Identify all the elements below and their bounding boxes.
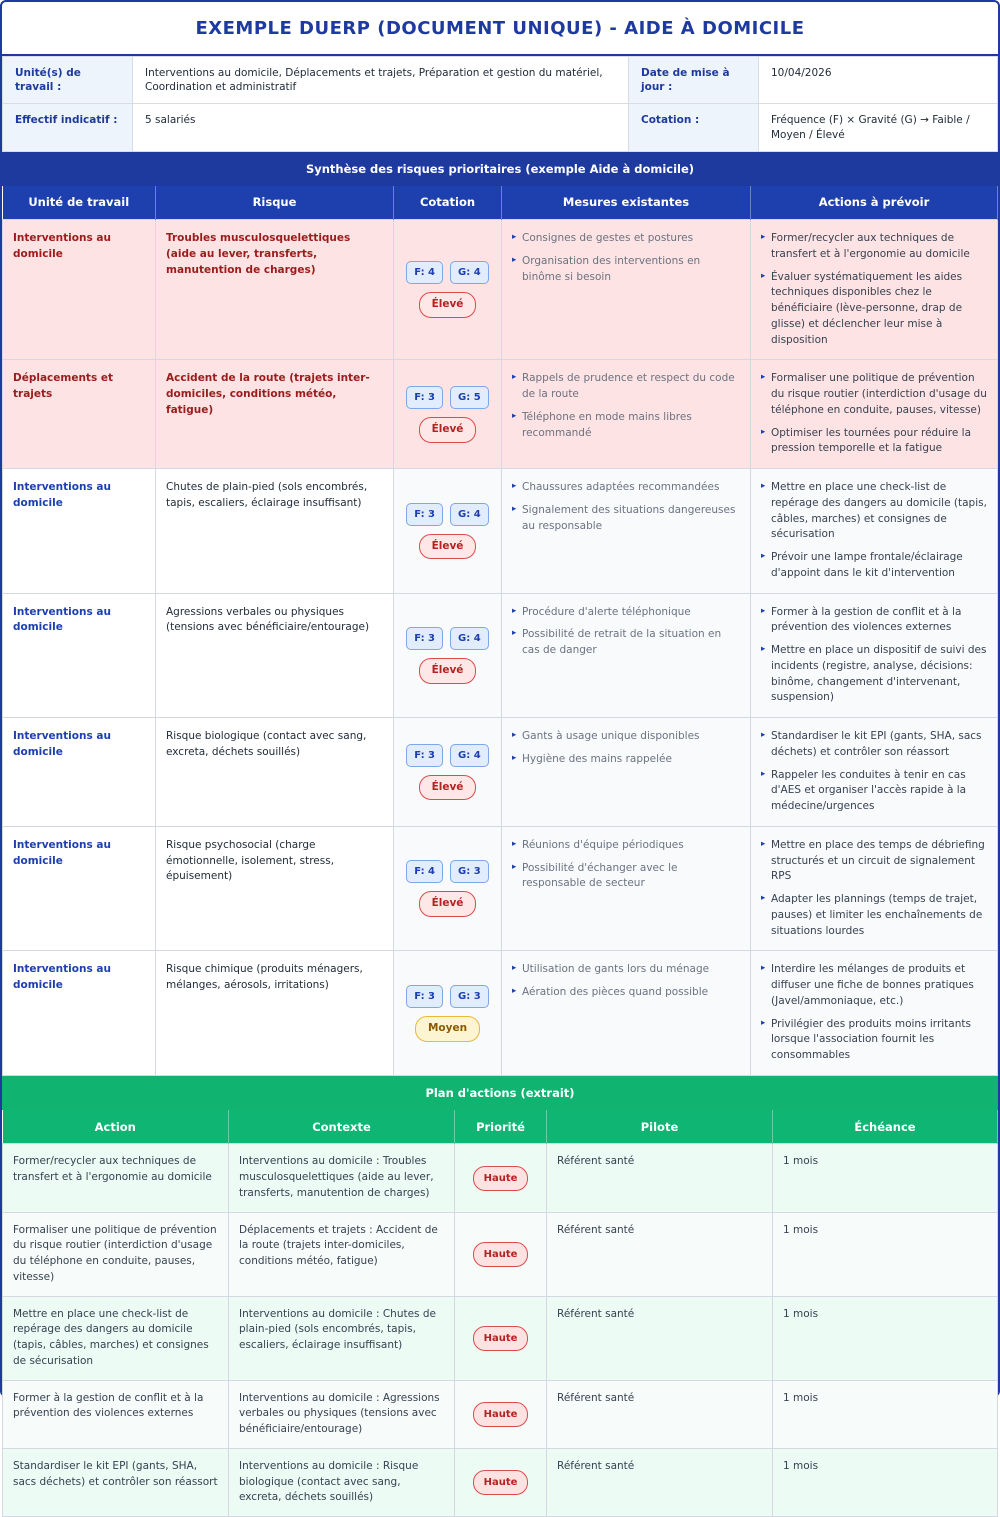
risk-table — [2, 186, 998, 1076]
actions-list — [761, 729, 987, 815]
plan-pilot-cell: Référent santé — [547, 1380, 773, 1448]
measure-item: ▸ Possibilité de retrait de la situation en cas de danger — [512, 627, 740, 659]
work-unit-cell: Interventions au domicile — [3, 826, 156, 951]
priority-badge: Haute — [473, 1242, 529, 1267]
planned-actions-cell — [751, 360, 998, 469]
plan-context-cell: Interventions au domicile : Risque biologique (contact avec sang, excreta, déchets souillés) — [229, 1448, 455, 1516]
action-item: ▸ Adapter les plannings (temps de trajet, pauses) et limiter les enchaînements de situations lourdes — [761, 892, 987, 939]
actions-list — [761, 962, 987, 1064]
plan-row — [3, 1296, 998, 1380]
gravity-chip: G: 4 — [450, 503, 489, 526]
measure-item: ▸ Organisation des interventions en binôme si besoin — [512, 254, 740, 286]
plan-action-cell: Standardiser le kit EPI (gants, SHA, sacs déchets) et contrôler son réassort — [3, 1448, 229, 1516]
risk-cell: Risque chimique (produits ménagers, mélanges, aérosols, irritations) — [156, 951, 394, 1076]
measures-list — [512, 729, 740, 768]
cotation-cell — [394, 951, 502, 1076]
risk-column-header: Unité de travail — [3, 186, 156, 220]
cotation-cell — [394, 360, 502, 469]
plan-due-cell: 1 mois — [773, 1212, 998, 1296]
risk-column-header: Risque — [156, 186, 394, 220]
measure-item: ▸ Hygiène des mains rappelée — [512, 752, 740, 768]
action-plan-table — [2, 1110, 998, 1517]
actions-list — [761, 838, 987, 940]
gravity-chip: G: 4 — [450, 261, 489, 284]
cotation-cell — [394, 718, 502, 827]
measure-item: ▸ Rappels de prudence et respect du code de la route — [512, 371, 740, 403]
planned-actions-cell — [751, 951, 998, 1076]
risk-level-badge: Moyen — [415, 1016, 480, 1042]
risk-cell: Risque biologique (contact avec sang, excreta, déchets souillés) — [156, 718, 394, 827]
plan-action-cell: Mettre en place une check-list de repérage des dangers au domicile (tapis, câbles, marches) et consignes de sécurisation — [3, 1296, 229, 1380]
action-item: ▸ Standardiser le kit EPI (gants, SHA, sacs déchets) et contrôler son réassort — [761, 729, 987, 761]
plan-priority-cell — [455, 1380, 547, 1448]
risk-level-badge: Élevé — [419, 417, 477, 443]
work-unit-cell: Interventions au domicile — [3, 220, 156, 360]
risk-cell: Chutes de plain-pied (sols encombrés, tapis, escaliers, éclairage insuffisant) — [156, 469, 394, 594]
risk-row — [3, 469, 998, 594]
staff-label: Effectif indicatif : — [3, 104, 133, 151]
cotation-scores — [394, 627, 501, 650]
cotation-scores — [394, 860, 501, 883]
action-item: ▸ Mettre en place une check-list de repérage des dangers au domicile (tapis, câbles, marches) et consignes de sécurisation — [761, 480, 987, 543]
frequency-chip: F: 3 — [406, 503, 443, 526]
cotation-scores — [394, 744, 501, 767]
risk-row — [3, 593, 998, 718]
plan-column-header: Priorité — [455, 1110, 547, 1144]
plan-priority-cell — [455, 1448, 547, 1516]
plan-due-cell: 1 mois — [773, 1296, 998, 1380]
gravity-chip: G: 4 — [450, 627, 489, 650]
risk-row — [3, 718, 998, 827]
action-item: ▸ Privilégier des produits moins irritants lorsque l'association fournit les consommables — [761, 1017, 987, 1064]
planned-actions-cell — [751, 593, 998, 718]
cotation-scores — [394, 261, 501, 284]
risk-table-header — [3, 186, 998, 220]
work-unit-cell: Interventions au domicile — [3, 718, 156, 827]
risk-row — [3, 826, 998, 951]
planned-actions-cell — [751, 718, 998, 827]
measures-list — [512, 371, 740, 441]
gravity-chip: G: 5 — [450, 386, 489, 409]
frequency-chip: F: 3 — [406, 985, 443, 1008]
cotation-cell — [394, 220, 502, 360]
plan-pilot-cell: Référent santé — [547, 1144, 773, 1212]
action-item: ▸ Former/recycler aux techniques de transfert et à l'ergonomie au domicile — [761, 231, 987, 263]
plan-context-cell: Interventions au domicile : Chutes de plain-pied (sols encombrés, tapis, escaliers, éclairage insuffisant) — [229, 1296, 455, 1380]
priority-badge: Haute — [473, 1166, 529, 1191]
action-item: ▸ Mettre en place des temps de débriefing structurés et un circuit de signalement RPS — [761, 838, 987, 885]
risk-level-badge: Élevé — [419, 292, 477, 318]
risk-level-badge: Élevé — [419, 775, 477, 801]
existing-measures-cell — [502, 220, 751, 360]
planned-actions-cell — [751, 469, 998, 594]
action-item: ▸ Rappeler les conduites à tenir en cas d'AES et organiser l'accès rapide à la médecine/urgences — [761, 768, 987, 815]
action-item: ▸ Former à la gestion de conflit et à la prévention des violences externes — [761, 605, 987, 637]
cotation-cell — [394, 469, 502, 594]
plan-priority-cell — [455, 1144, 547, 1212]
plan-due-cell: 1 mois — [773, 1380, 998, 1448]
plan-priority-cell — [455, 1296, 547, 1380]
cotation-value: Fréquence (F) × Gravité (G) → Faible / Moyen / Élevé — [759, 104, 998, 151]
plan-due-cell: 1 mois — [773, 1448, 998, 1516]
cotation-cell — [394, 593, 502, 718]
actions-list — [761, 480, 987, 582]
risk-row — [3, 951, 998, 1076]
frequency-chip: F: 3 — [406, 386, 443, 409]
priority-badge: Haute — [473, 1326, 529, 1351]
date-value: 10/04/2026 — [759, 57, 998, 104]
plan-table-header — [3, 1110, 998, 1144]
priority-badge: Haute — [473, 1402, 529, 1427]
title-bar — [2, 2, 998, 56]
risk-level-badge: Élevé — [419, 658, 477, 684]
document-title: EXEMPLE DUERP (DOCUMENT UNIQUE) - AIDE À DOMICILE — [195, 17, 805, 39]
planned-actions-cell — [751, 826, 998, 951]
measure-item: ▸ Réunions d'équipe périodiques — [512, 838, 740, 854]
existing-measures-cell — [502, 826, 751, 951]
existing-measures-cell — [502, 360, 751, 469]
risk-cell: Troubles musculosquelettiques (aide au lever, transferts, manutention de charges) — [156, 220, 394, 360]
measure-item: ▸ Chaussures adaptées recommandées — [512, 480, 740, 496]
risk-row — [3, 220, 998, 360]
gravity-chip: G: 3 — [450, 985, 489, 1008]
work-unit-cell: Interventions au domicile — [3, 469, 156, 594]
action-item: ▸ Prévoir une lampe frontale/éclairage d'appoint dans le kit d'intervention — [761, 550, 987, 582]
existing-measures-cell — [502, 593, 751, 718]
planned-actions-cell — [751, 220, 998, 360]
plan-context-cell: Interventions au domicile : Agressions verbales ou physiques (tensions avec bénéficiaire/entourage) — [229, 1380, 455, 1448]
plan-row — [3, 1212, 998, 1296]
measure-item: ▸ Procédure d'alerte téléphonique — [512, 605, 740, 621]
existing-measures-cell — [502, 718, 751, 827]
plan-pilot-cell: Référent santé — [547, 1448, 773, 1516]
work-unit-cell: Interventions au domicile — [3, 951, 156, 1076]
measures-list — [512, 605, 740, 659]
risk-column-header: Actions à prévoir — [751, 186, 998, 220]
measure-item: ▸ Utilisation de gants lors du ménage — [512, 962, 740, 978]
measure-item: ▸ Gants à usage unique disponibles — [512, 729, 740, 745]
frequency-chip: F: 4 — [406, 261, 443, 284]
actions-list — [761, 371, 987, 457]
cotation-label: Cotation : — [629, 104, 759, 151]
plan-row — [3, 1448, 998, 1516]
risk-level-badge: Élevé — [419, 891, 477, 917]
work-unit-cell: Déplacements et trajets — [3, 360, 156, 469]
measure-item: ▸ Possibilité d'échanger avec le responsable de secteur — [512, 861, 740, 893]
risk-level-badge: Élevé — [419, 534, 477, 560]
plan-column-header: Action — [3, 1110, 229, 1144]
plan-context-cell: Déplacements et trajets : Accident de la route (trajets inter-domiciles, conditions météo, fatigue) — [229, 1212, 455, 1296]
measure-item: ▸ Consignes de gestes et postures — [512, 231, 740, 247]
measures-list — [512, 962, 740, 1001]
plan-action-cell: Formaliser une politique de prévention du risque routier (interdiction d'usage du téléphone en conduite, pauses, vitesse) — [3, 1212, 229, 1296]
existing-measures-cell — [502, 951, 751, 1076]
plan-due-cell: 1 mois — [773, 1144, 998, 1212]
measures-list — [512, 480, 740, 534]
measure-item: ▸ Téléphone en mode mains libres recommandé — [512, 410, 740, 442]
frequency-chip: F: 3 — [406, 627, 443, 650]
action-item: ▸ Interdire les mélanges de produits et diffuser une fiche de bonnes pratiques (Javel/ammoniaque, etc.) — [761, 962, 987, 1009]
priority-badge: Haute — [473, 1470, 529, 1495]
gravity-chip: G: 4 — [450, 744, 489, 767]
cotation-scores — [394, 386, 501, 409]
info-table — [2, 56, 998, 152]
cotation-scores — [394, 503, 501, 526]
units-label: Unité(s) de travail : — [3, 57, 133, 104]
risk-column-header: Cotation — [394, 186, 502, 220]
risk-cell: Agressions verbales ou physiques (tensions avec bénéficiaire/entourage) — [156, 593, 394, 718]
gravity-chip: G: 3 — [450, 860, 489, 883]
plan-action-cell: Former à la gestion de conflit et à la prévention des violences externes — [3, 1380, 229, 1448]
plan-context-cell: Interventions au domicile : Troubles musculosquelettiques (aide au lever, transferts, manutention de charges) — [229, 1144, 455, 1212]
actions-list — [761, 231, 987, 348]
plan-priority-cell — [455, 1212, 547, 1296]
measure-item: ▸ Aération des pièces quand possible — [512, 985, 740, 1001]
risk-row — [3, 360, 998, 469]
action-item: ▸ Optimiser les tournées pour réduire la pression temporelle et la fatigue — [761, 426, 987, 458]
measure-item: ▸ Signalement des situations dangereuses au responsable — [512, 503, 740, 535]
plan-column-header: Pilote — [547, 1110, 773, 1144]
measures-list — [512, 838, 740, 892]
staff-value: 5 salariés — [133, 104, 629, 151]
plan-row — [3, 1380, 998, 1448]
work-unit-cell: Interventions au domicile — [3, 593, 156, 718]
actions-list — [761, 605, 987, 707]
synthesis-title: Synthèse des risques prioritaires (exemple Aide à domicile) — [2, 152, 998, 186]
risk-column-header: Mesures existantes — [502, 186, 751, 220]
cotation-scores — [394, 985, 501, 1008]
action-item: ▸ Évaluer systématiquement les aides techniques disponibles chez le bénéficiaire (lève-personne, drap de glisse) et déclencher leur mise à disposition — [761, 270, 987, 349]
risk-cell: Risque psychosocial (charge émotionnelle, isolement, stress, épuisement) — [156, 826, 394, 951]
plan-action-cell: Former/recycler aux techniques de transfert et à l'ergonomie au domicile — [3, 1144, 229, 1212]
existing-measures-cell — [502, 469, 751, 594]
plan-row — [3, 1144, 998, 1212]
plan-column-header: Échéance — [773, 1110, 998, 1144]
plan-column-header: Contexte — [229, 1110, 455, 1144]
measures-list — [512, 231, 740, 285]
risk-cell: Accident de la route (trajets inter-domiciles, conditions météo, fatigue) — [156, 360, 394, 469]
date-label: Date de mise à jour : — [629, 57, 759, 104]
frequency-chip: F: 3 — [406, 744, 443, 767]
frequency-chip: F: 4 — [406, 860, 443, 883]
cotation-cell — [394, 826, 502, 951]
plan-pilot-cell: Référent santé — [547, 1212, 773, 1296]
action-item: ▸ Mettre en place un dispositif de suivi des incidents (registre, analyse, décisions: binôme, changement d'intervenant, suspension) — [761, 643, 987, 706]
units-value: Interventions au domicile, Déplacements et trajets, Préparation et gestion du matériel, Coordination et administratif — [133, 57, 629, 104]
action-item: ▸ Formaliser une politique de prévention du risque routier (interdiction d'usage du téléphone en conduite, pauses, vitesse) — [761, 371, 987, 418]
plan-title: Plan d'actions (extrait) — [2, 1076, 998, 1110]
plan-pilot-cell: Référent santé — [547, 1296, 773, 1380]
